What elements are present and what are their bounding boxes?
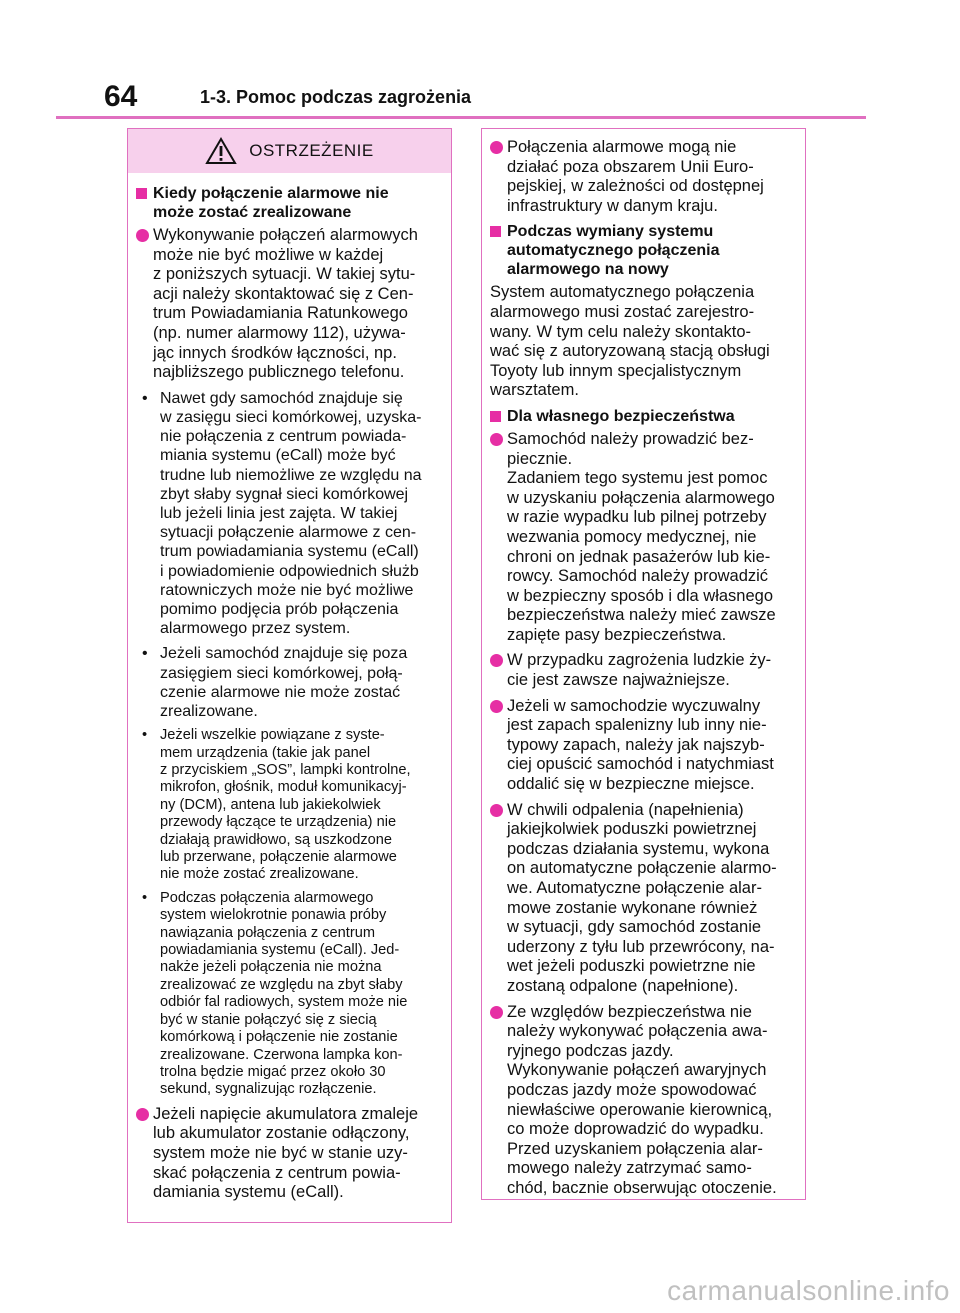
list-item-text: Jeżeli w samochodzie wyczuwalny jest zapach spalenizny lub inny nie- typowy zapach, należy jak najszyb- ciej opuścić samochód i natychmiast oddalić się w bezpieczne miejsce.	[507, 696, 774, 794]
square-bullet-icon	[490, 411, 501, 422]
list-item-text: Połączenia alarmowe mogą nie działać poza obszarem Unii Euro- pejskiej, w zależności od dostępnej infrastruktury w danym kraju.	[507, 138, 764, 215]
subheading-text: Kiedy połączenie alarmowe nie może zostać zrealizowane	[153, 185, 389, 221]
section-title: 1-3. Pomoc podczas zagrożenia	[200, 87, 472, 107]
list-item	[490, 430, 801, 646]
list-item-text: W chwili odpalenia (napełnienia) jakiejkolwiek poduszki powietrznej podczas działania systemu, wykona on automatyczne połączenie alarmo- we. Automatyczne połączenie alar- mowe zostanie wykonane również w sytuacji, gdy samochód zostanie uderzony z tyłu lub przewrócony, na- wet jeżeli poduszki powietrzne nie zostaną odpalone (napełnione).	[507, 800, 777, 995]
bullet-text: Jeżeli wszelkie powiązane z syste- mem urządzenia (takie jak panel z przyciskiem „SOS”, lampki kontrolne, mikrofon, głośnik, moduł komunikacyj- ny (DCM), antena lub jakiekolwiek przewody łączące te urządzenia) nie działają prawidłowo, są uszkodzone lub przerwane, połączenie alarmowe nie może zostać zrealizowane.	[160, 727, 411, 883]
bullet-item	[142, 890, 447, 1099]
bullet-text: Podczas połączenia alarmowego system wielokrotnie ponawia próby nawiązania połączenia z centrum powiadamiania systemu (eCall). Jed- nakże jeżeli połączenia nie można zrealizować ze względu na zbyt słaby odbiór fal radiowych, system może nie być w stanie połączyć się z siecią komórkową i połączenie nie zostanie zrealizowane. Czerwona lampka kon- trolna będzie migać przez około 30 sekund, sygnalizując rozłączenie.	[160, 889, 408, 1098]
circle-bullet-icon	[490, 141, 503, 154]
subheading	[490, 407, 801, 426]
subheading-text: Podczas wymiany systemu automatycznego połączenia alarmowego na nowy	[507, 223, 720, 279]
list-item	[136, 1105, 447, 1203]
list-item-text: Samochód należy prowadzić bez- piecznie. Zadaniem tego systemu jest pomoc w uzyskaniu połączenia alarmowego w razie wypadku lub pilnej potrzeby wezwania pomocy medycznej, nie chroni on jednak pasażerów lub kie- rowcy. Samochód należy prowadzić w bezpieczny sposób i dla własnego bezpieczeństwa należy mieć zawsze zapięte pasy bezpieczeństwa.	[507, 429, 776, 644]
bullet-item	[142, 644, 447, 721]
circle-bullet-icon	[136, 229, 149, 242]
subheading	[490, 222, 801, 279]
bullet-item	[142, 727, 447, 884]
list-item-text: Ze względów bezpieczeństwa nie należy wykonywać połączenia awa- ryjnego podczas jazdy. Wykonywanie połączeń awaryjnych podczas jazdy może spowodować niewłaściwe operowanie kierownicą, co może doprowadzić do wypadku. Przed uzyskaniem połączenia alar- mowego należy zatrzymać samo- chód, bacznie obserwując otoczenie.	[507, 1002, 777, 1197]
square-bullet-icon	[490, 226, 501, 237]
bullet-mark: •	[142, 389, 148, 407]
bullet-mark: •	[142, 645, 148, 663]
subheading-text: Dla własnego bezpieczeństwa	[507, 407, 735, 425]
circle-bullet-icon	[490, 433, 503, 446]
bullet-text: Jeżeli samochód znajduje się poza zasięgiem sieci komórkowej, połą- czenie alarmowe nie może zostać zrealizowane.	[160, 645, 408, 720]
list-item	[136, 226, 447, 383]
list-item	[490, 651, 801, 690]
list-item-text: W przypadku zagrożenia ludzkie ży- cie jest zawsze najważniejsze.	[507, 651, 772, 690]
circle-bullet-icon	[490, 654, 503, 667]
header-rule	[56, 116, 866, 119]
warning-title: OSTRZEŻENIE	[249, 141, 374, 160]
watermark: carmanualsonline.info	[667, 1275, 950, 1306]
page-number: 64	[104, 80, 138, 113]
bullet-mark: •	[142, 727, 148, 744]
list-item-text: Jeżeli napięcie akumulatora zmaleje lub akumulator zostanie odłączony, system może nie być w stanie uzy- skać połączenia z centrum powia- damiania systemu (eCall).	[153, 1104, 419, 1202]
subheading	[136, 184, 447, 222]
warning-triangle-icon	[205, 137, 237, 165]
warning-box-continued	[481, 128, 806, 1200]
left-content	[128, 173, 451, 1203]
circle-bullet-icon	[136, 1108, 149, 1121]
right-content	[482, 129, 805, 1199]
list-item	[490, 697, 801, 795]
paragraph: System automatycznego połączenia alarmowego musi zostać zarejestro- wany. W tym celu należy skontakto- wać się z autoryzowaną stacją obsługi Toyoty lub innym specjalistycznym warsztatem.	[490, 283, 770, 400]
list-item-text: Wykonywanie połączeń alarmowych może nie być możliwe w każdej z poniższych sytuacji. W takiej sytu- acji należy skontaktować się z Cen- trum Powiadamiania Ratunkowego (np. numer alarmowy 112), używa- jąc innych środków łączności, np. najbliższego publicznego telefonu.	[153, 226, 418, 382]
list-item	[490, 138, 801, 216]
warning-box	[127, 128, 452, 1223]
warning-header	[128, 129, 451, 173]
bullet-text: Nawet gdy samochód znajduje się w zasięgu sieci komórkowej, uzyska- nie połączenia z centrum powiada- miania systemu (eCall) może być trudne lub niemożliwe ze względu na zbyt słaby sygnał sieci komórkowej lub jeżeli linia jest zajęta. W takiej sytuacji połączenie alarmowe z cen- trum powiadamiania systemu (eCall) i powiadomienie odpowiednich służb ratowniczych może nie być możliwe pomimo podjęcia prób połączenia alarmowego przez system.	[160, 389, 422, 638]
circle-bullet-icon	[490, 700, 503, 713]
circle-bullet-icon	[490, 1006, 503, 1019]
circle-bullet-icon	[490, 804, 503, 817]
square-bullet-icon	[136, 188, 147, 199]
bullet-mark: •	[142, 889, 148, 906]
list-item	[490, 1003, 801, 1199]
bullet-item	[142, 389, 447, 639]
list-item	[490, 801, 801, 997]
